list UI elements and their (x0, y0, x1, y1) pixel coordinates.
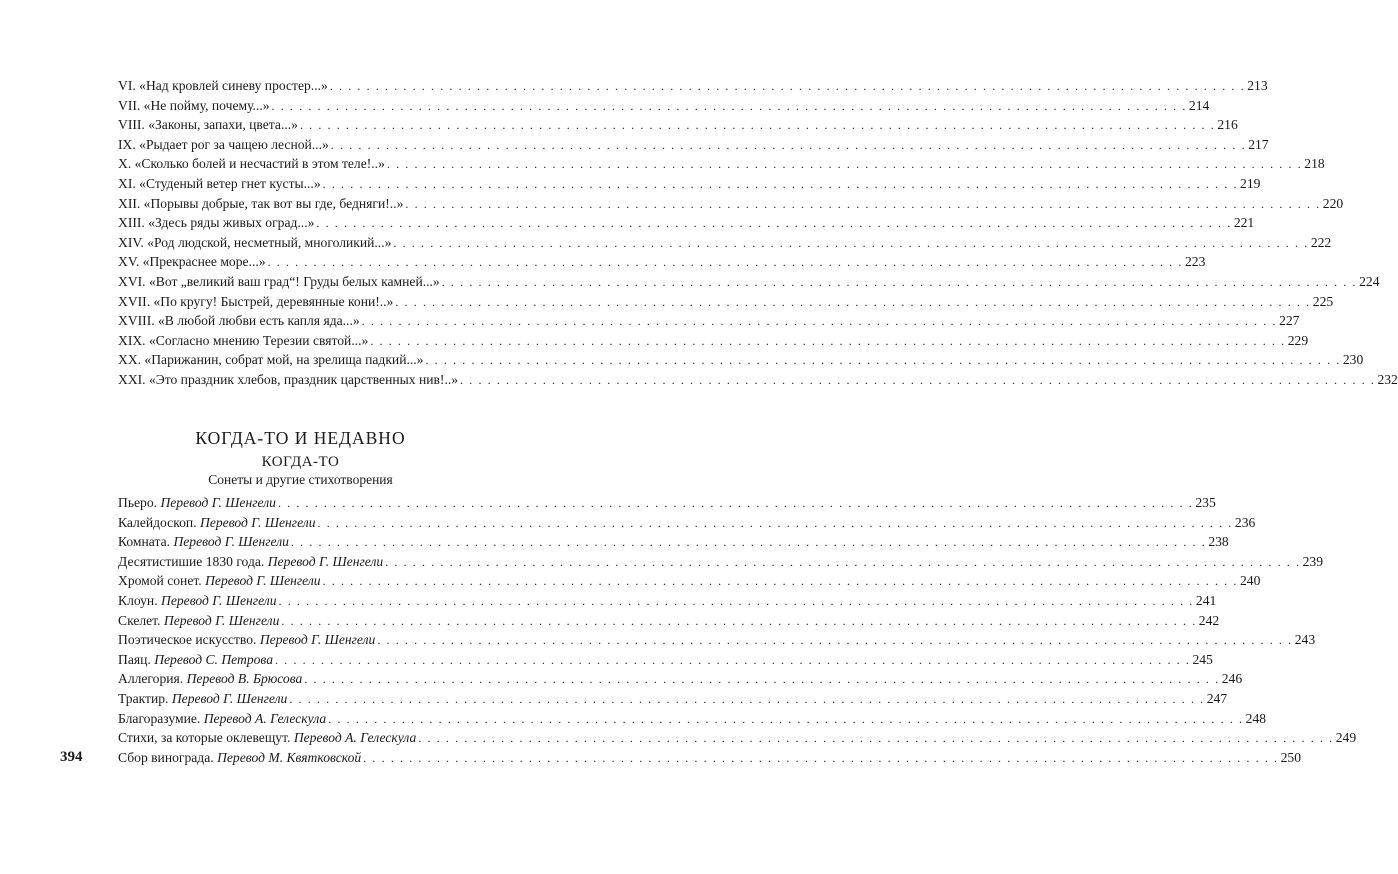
toc-entry-page: 217 (1248, 136, 1269, 152)
dot-leader (377, 631, 1292, 651)
toc-entry-title (118, 591, 277, 611)
translator-credit: Перевод А. Гелескула (293, 730, 417, 746)
toc-entry-page: 222 (1310, 234, 1332, 250)
translator-credit: Перевод В. Брюсова (186, 671, 303, 687)
toc-entry-page: 232 (1377, 371, 1398, 387)
toc-entry (118, 350, 1364, 370)
toc-entry-page: 229 (1287, 332, 1309, 348)
toc-entry-page: 218 (1304, 156, 1325, 172)
toc-entry-title: XXI. «Это праздник хлебов, праздник царственных нив!..» (118, 371, 459, 387)
toc-entry (118, 630, 1316, 650)
toc-entry (118, 96, 1210, 116)
translator-credit: Перевод Г. Шенгели (163, 612, 280, 628)
toc-entry (118, 311, 1300, 331)
toc-entry (118, 669, 1243, 689)
toc-entry (118, 331, 1309, 351)
dot-leader (330, 77, 1245, 97)
toc-entry (118, 213, 1255, 233)
translator-credit: Перевод Г. Шенгели (171, 690, 288, 706)
toc-entry-page: 250 (1280, 749, 1302, 765)
dot-leader (289, 690, 1204, 710)
toc-entry (118, 513, 1256, 533)
toc-entry (118, 115, 1238, 135)
poem-title: Поэтическое искусство. (118, 632, 257, 648)
toc-entry-title: IX. «Рыдает рог за чащею лесной...» (118, 136, 329, 152)
page-number: 394 (60, 749, 83, 765)
subsection-subtitle: Сонеты и другие стихотворения (208, 472, 393, 487)
toc-entry-title (118, 611, 279, 631)
toc-entry-title: VI. «Над кровлей синеву простер...» (118, 78, 328, 93)
toc-entry (118, 650, 1213, 670)
toc-entry-title (118, 513, 316, 533)
dot-leader (281, 612, 1196, 632)
toc-entry (118, 552, 1323, 572)
toc-entry (118, 233, 1332, 253)
toc-entry-page: 224 (1359, 273, 1380, 289)
toc-entry-title: XI. «Студеный ветер гнет кусты...» (118, 175, 321, 191)
dot-leader (300, 116, 1215, 136)
toc-entry-page: 238 (1208, 534, 1229, 550)
subsection-title: КОГДА-ТО (261, 454, 340, 470)
toc-entry-page: 243 (1294, 632, 1316, 648)
toc-list-part2 (118, 493, 1357, 767)
toc-entry-page: 246 (1221, 671, 1243, 687)
toc-entry-page: 221 (1233, 215, 1255, 231)
toc-entry-page: 236 (1234, 514, 1256, 530)
toc-entry-title: XX. «Парижанин, собрат мой, на зрелища падкий...» (118, 352, 424, 368)
toc-entry-title (118, 571, 321, 591)
dot-leader (393, 234, 1308, 254)
dot-leader (268, 253, 1183, 273)
toc-entry (118, 370, 1398, 390)
dot-leader (460, 371, 1375, 391)
toc-entry-title: XII. «Порывы добрые, так вот вы где, бедняги!..» (118, 195, 404, 211)
translator-credit: Перевод Г. Шенгели (205, 573, 321, 589)
toc-entry-title (118, 650, 273, 670)
dot-leader (318, 514, 1233, 534)
translator-credit: Перевод Г. Шенгели (200, 514, 316, 530)
toc-entry (118, 689, 1228, 709)
toc-entry (118, 135, 1269, 155)
toc-entry-page: 248 (1245, 710, 1267, 726)
toc-entry-page: 223 (1184, 254, 1206, 270)
toc-entry-title (118, 493, 276, 513)
toc-entry-title (118, 669, 302, 689)
toc-entry (118, 748, 1302, 768)
toc-entry-page: 245 (1192, 651, 1213, 667)
toc-entry-title (118, 748, 361, 768)
dot-leader (328, 710, 1243, 730)
poem-title: Комната. (118, 534, 171, 550)
dot-leader (323, 175, 1238, 195)
toc-entry-page: 219 (1240, 175, 1261, 191)
poem-title: Аллегория. (118, 671, 184, 687)
toc-entry-page: 247 (1206, 690, 1228, 706)
dot-leader (385, 553, 1300, 573)
toc-entry-page: 216 (1217, 117, 1238, 133)
toc-entry-page: 225 (1312, 293, 1334, 309)
toc-entry-page: 239 (1302, 553, 1323, 569)
dot-leader (362, 312, 1277, 332)
toc-entry-title (118, 689, 287, 709)
dot-leader (405, 195, 1320, 215)
dot-leader (370, 332, 1285, 352)
poem-title: Сбор винограда. (118, 749, 214, 765)
translator-credit: Перевод Г. Шенгели (259, 632, 376, 648)
toc-entry-title (118, 728, 416, 748)
poem-title: Хромой сонет. (118, 573, 202, 589)
dot-leader (331, 136, 1246, 156)
toc-entry-title: XIV. «Род людской, несметный, многоликий...» (118, 234, 392, 250)
dot-leader (278, 494, 1193, 514)
toc-entry (118, 493, 1216, 513)
toc-entry-page: 240 (1239, 573, 1261, 589)
poem-title: Скелет. (118, 612, 161, 628)
dot-leader (323, 572, 1238, 592)
toc-entry-page: 235 (1195, 495, 1216, 510)
translator-credit: Перевод Г. Шенгели (267, 553, 384, 569)
toc-entry-page: 230 (1342, 352, 1364, 368)
toc-entry-page: 213 (1247, 78, 1268, 93)
toc-entry-title: VIII. «Законы, запахи, цвета...» (118, 117, 298, 133)
dot-leader (425, 351, 1340, 371)
toc-entry (118, 591, 1217, 611)
toc-entry-title: X. «Сколько болей и несчастий в этом теле!..» (118, 156, 385, 172)
toc-entry-title: XIX. «Согласно мнению Терезии святой...» (118, 332, 369, 348)
translator-credit: Перевод Г. Шенгели (173, 534, 289, 550)
toc-entry-title (118, 630, 375, 650)
poem-title: Благоразумие. (118, 710, 201, 726)
toc-entry-title: XVIII. «В любой любви есть капля яда...» (118, 313, 360, 329)
section-title: КОГДА-ТО И НЕДАВНО (195, 428, 406, 448)
toc-entry (118, 76, 1268, 96)
toc-entry (118, 174, 1261, 194)
dot-leader (316, 214, 1231, 234)
toc-entry (118, 728, 1357, 748)
toc-entry (118, 709, 1267, 729)
toc-list-part1 (118, 76, 1398, 390)
toc-entry (118, 154, 1325, 174)
toc-entry (118, 571, 1261, 591)
toc-entry-title (118, 552, 383, 572)
translator-credit: Перевод Г. Шенгели (161, 592, 277, 608)
toc-entry-page: 214 (1188, 97, 1210, 113)
poem-title: Десятистишие 1830 года. (118, 553, 265, 569)
poem-title: Клоун. (118, 592, 158, 608)
translator-credit: Перевод Г. Шенгели (160, 495, 276, 510)
toc-entry (118, 194, 1344, 214)
dot-leader (418, 729, 1333, 749)
toc-entry (118, 611, 1220, 631)
toc-entry (118, 532, 1229, 552)
toc-entry (118, 272, 1380, 292)
toc-entry-page: 242 (1198, 612, 1220, 628)
poem-title: Паяц. (118, 651, 151, 667)
dot-leader (279, 592, 1194, 612)
poem-title: Трактир. (118, 690, 169, 706)
translator-credit: Перевод А. Гелескула (203, 710, 327, 726)
poem-title: Стихи, за которые оклевещут. (118, 730, 291, 746)
toc-entry-page: 220 (1322, 195, 1344, 211)
toc-entry-page: 227 (1279, 313, 1300, 329)
translator-credit: Перевод М. Квятковской (217, 749, 362, 765)
poem-title: Пьеро. (118, 495, 158, 510)
toc-entry-title: XIII. «Здесь ряды живых оград...» (118, 215, 315, 231)
translator-credit: Перевод С. Петрова (154, 651, 274, 667)
toc-entry-title (118, 709, 326, 729)
toc-entry-title: XVI. «Вот „великий ваш град“! Груды белых камней...» (118, 273, 440, 289)
dot-leader (304, 670, 1219, 690)
toc-entry-title: XVII. «По кругу! Быстрей, деревянные кони!..» (118, 293, 394, 309)
dot-leader (442, 273, 1357, 293)
dot-leader (275, 651, 1190, 671)
toc-entry-title: VII. «Не пойму, почему...» (118, 97, 270, 113)
poem-title: Калейдоскоп. (118, 514, 197, 530)
toc-entry-title: XV. «Прекраснее море...» (118, 254, 266, 270)
toc-entry-page: 249 (1335, 730, 1357, 746)
toc-entry-page: 241 (1195, 592, 1217, 608)
toc-entry-title (118, 532, 289, 552)
dot-leader (387, 155, 1302, 175)
dot-leader (363, 749, 1278, 769)
dot-leader (272, 97, 1187, 117)
toc-entry (118, 292, 1334, 312)
dot-leader (291, 533, 1206, 553)
dot-leader (395, 293, 1310, 313)
toc-entry (118, 252, 1206, 272)
